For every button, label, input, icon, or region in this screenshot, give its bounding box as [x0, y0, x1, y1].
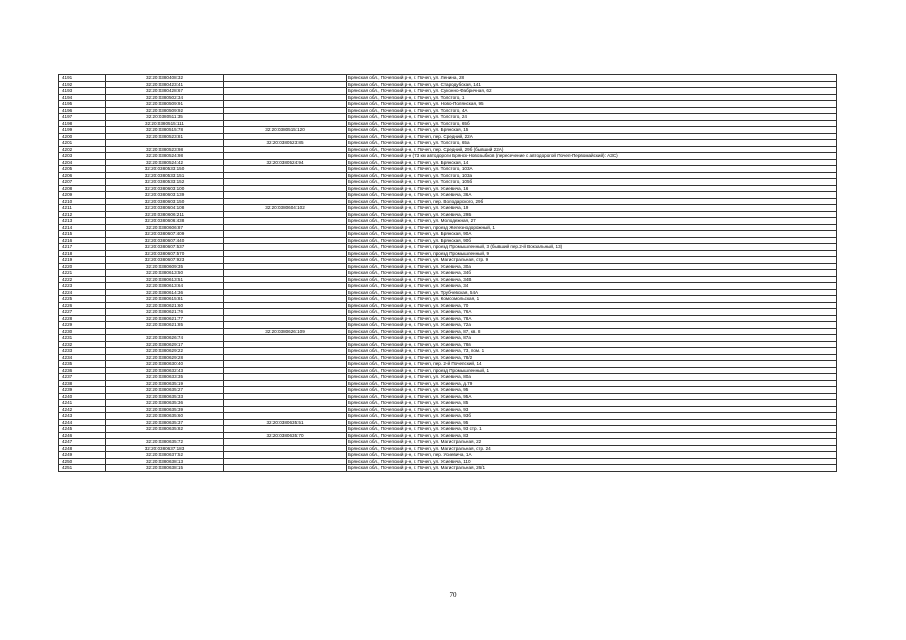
cadastral-number-cell: 32:20:0380606:87 [106, 224, 224, 231]
address-cell: Брянская обл., Почепский р-н, г. Почеп, ул. Магистральная, 22 [347, 439, 837, 446]
previous-number-cell: 32:20:0380626:109 [224, 328, 347, 335]
row-number-cell: 4208 [59, 185, 106, 192]
cadastral-number-cell: 32:20:0380524:98 [106, 153, 224, 160]
row-number-cell: 4201 [59, 140, 106, 147]
row-number-cell: 4200 [59, 133, 106, 140]
row-number-cell: 4251 [59, 465, 106, 472]
cadastral-number-cell: 32:20:0380515:111 [106, 120, 224, 127]
address-cell: Брянская обл., Почепский р-н, г. Почеп, пер. Средний, 22А [347, 133, 837, 140]
table-row [59, 465, 837, 472]
row-number-cell: 4223 [59, 283, 106, 290]
row-number-cell: 4220 [59, 263, 106, 270]
cadastral-number-cell: 32:20:0380606:438 [106, 218, 224, 225]
cadastral-number-cell: 32:20:0380603:139 [106, 192, 224, 199]
row-number-cell: 4233 [59, 348, 106, 355]
address-cell: Брянская обл., Почепский р-н, г. Почеп, проезд Промышленный, 3 (бывший пер.2-й Вокзальный, 13) [347, 244, 837, 251]
address-cell: Брянская обл., Почепский р-н, г. Почеп, ул. Усиевича, 95 [347, 419, 837, 426]
row-number-cell: 4236 [59, 367, 106, 374]
row-number-cell: 4198 [59, 120, 106, 127]
cadastral-number-cell: 32:20:0380638:15 [106, 465, 224, 472]
cadastral-number-cell: 32:20:0380423:41 [106, 81, 224, 88]
address-cell: Брянская обл., Почепский р-н, г. Почеп, ул. Усиевича, 34В [347, 276, 837, 283]
row-number-cell: 4210 [59, 198, 106, 205]
cadastral-number-cell: 32:20:0380635:37 [106, 419, 224, 426]
cadastral-number-cell: 32:20:0380502:34 [106, 94, 224, 101]
row-number-cell: 4239 [59, 387, 106, 394]
cadastral-number-cell: 32:20:0380511:35 [106, 114, 224, 121]
row-number-cell: 4224 [59, 289, 106, 296]
address-cell: Брянская обл., Почепский р-н, г. Почеп, ул. Молодежная, 27 [347, 218, 837, 225]
row-number-cell: 4203 [59, 153, 106, 160]
cadastral-number-cell: 32:20:0380635:36 [106, 400, 224, 407]
row-number-cell: 4231 [59, 335, 106, 342]
address-cell: Брянская обл., Почепский р-н, г. Почеп, ул. Толстого, 24 [347, 114, 837, 121]
cadastral-number-cell: 32:20:0380613:51 [106, 276, 224, 283]
cadastral-number-cell: 32:20:0380638:13 [106, 458, 224, 465]
address-cell: Брянская обл., Почепский р-н, г. Почеп, ул. Усиевича, 73, пом. 1 [347, 348, 837, 355]
address-cell: Брянская обл., Почепский р-н, г. Почеп, ул. Усиевича, 87, кв. 8 [347, 328, 837, 335]
address-cell: Брянская обл., Почепский р-н, г. Почеп, ул. Усиевича, 80а [347, 374, 837, 381]
row-number-cell: 4218 [59, 250, 106, 257]
row-number-cell: 4213 [59, 218, 106, 225]
address-cell: Брянская обл., Почепский р-н, г. Почеп, ул. Усиевича, 78в [347, 341, 837, 348]
row-number-cell: 4245 [59, 426, 106, 433]
cadastral-number-cell: 32:20:0380629:28 [106, 354, 224, 361]
row-number-cell: 4197 [59, 114, 106, 121]
cadastral-number-cell: 32:20:0380408:32 [106, 75, 224, 82]
address-cell: Брянская обл., Почепский р-н, г. Почеп, ул. Комсомольская, 1 [347, 296, 837, 303]
address-cell: Брянская обл., Почепский р-н, г. Почеп, ул. Магистральная, стр. 9 [347, 257, 837, 264]
address-cell: Брянская обл., Почепский р-н, г. Почеп, ул. Усиевича, 110 [347, 458, 837, 465]
row-number-cell: 4214 [59, 224, 106, 231]
row-number-cell: 4195 [59, 101, 106, 108]
address-cell: Брянская обл., Почепский р-н, г. Почеп, ул. Усиевича, д.79 [347, 380, 837, 387]
row-number-cell: 4244 [59, 419, 106, 426]
address-cell: Брянская обл., Почепский р-н, г. Почеп, ул. Брянская, 90А [347, 231, 837, 238]
row-number-cell: 4229 [59, 322, 106, 329]
address-cell: Брянская обл., Почепский р-н, г. Почеп, проезд Железнодорожный, 1 [347, 224, 837, 231]
address-cell: Брянская обл., Почепский р-н, г. Почеп, ул. Усиевича, 72а [347, 322, 837, 329]
page-number: 70 [449, 591, 457, 599]
address-cell: Брянская обл., Почепский р-н, г. Почеп, ул. Усиевича, 70 [347, 302, 837, 309]
address-cell: Брянская обл., Почепский р-н, г. Почеп, ул. Толстого, 1 [347, 94, 837, 101]
row-number-cell: 4192 [59, 81, 106, 88]
cadastral-number-cell: 32:20:0380523:81 [106, 133, 224, 140]
address-cell: Брянская обл., Почепский р-н, г. Почеп, ул. Толстого, 103а [347, 172, 837, 179]
cadastral-number-cell: 32:20:0380533:152 [106, 179, 224, 186]
cadastral-number-cell: 32:20:0380629:22 [106, 348, 224, 355]
row-number-cell: 4215 [59, 231, 106, 238]
address-cell: Брянская обл., Почепский р-н, г. Почеп, ул. Ново-Полянская, 95 [347, 101, 837, 108]
cadastral-number-cell: 32:20:0380607:409 [106, 231, 224, 238]
cadastral-number-cell: 32:20:0380613:64 [106, 283, 224, 290]
previous-number-cell: 32:20:0380604:102 [224, 205, 347, 212]
address-cell: Брянская обл., Почепский р-н, г. Почеп, ул. Трубчевская, 54А [347, 289, 837, 296]
cadastral-number-cell: 32:20:0380635:82 [106, 426, 224, 433]
row-number-cell: 4211 [59, 205, 106, 212]
row-number-cell: 4228 [59, 315, 106, 322]
cadastral-number-cell: 32:20:0380614:36 [106, 289, 224, 296]
address-cell: Брянская обл., Почепский р-н, г. Почеп, ул. Брянская, 90б [347, 237, 837, 244]
cadastral-number-cell: 32:20:0380533:151 [106, 172, 224, 179]
row-number-cell: 4232 [59, 341, 106, 348]
cadastral-number-cell: 32:20:0380604:108 [106, 205, 224, 212]
address-cell: Брянская обл., Почепский р-н, г. Почеп, ул. Брянская, 14 [347, 159, 837, 166]
address-cell: Брянская обл., Почепский р-н, г. Почеп, ул. Толстого, 4А [347, 107, 837, 114]
cadastral-number-cell: 32:20:0380629:17 [106, 341, 224, 348]
cadastral-number-cell: 32:20:0380607:923 [106, 257, 224, 264]
row-number-cell: 4191 [59, 75, 106, 82]
cadastral-number-cell: 32:20:0380515:78 [106, 127, 224, 134]
registry-table [58, 74, 837, 472]
address-cell: Брянская обл., Почепский р-н, г. Почеп, ул. Усиевича, 78/2 [347, 354, 837, 361]
row-number-cell: 4240 [59, 393, 106, 400]
row-number-cell: 4221 [59, 270, 106, 277]
cadastral-number-cell: 32:20:0380509:91 [106, 101, 224, 108]
cadastral-number-cell: 32:20:0380635:60 [106, 413, 224, 420]
row-number-cell: 4247 [59, 439, 106, 446]
row-number-cell: 4205 [59, 166, 106, 173]
address-cell: Брянская обл., Почепский р-н, г. Почеп, пер. 2-й Почепский, 14 [347, 361, 837, 368]
address-cell: Брянская обл., Почепский р-н, г. Почеп, пер. Средний, 29б (бывший 22А) [347, 146, 837, 153]
cadastral-number-cell: 32:20:0380621:60 [106, 302, 224, 309]
row-number-cell: 4234 [59, 354, 106, 361]
row-number-cell: 4202 [59, 146, 106, 153]
address-cell: Брянская обл., Почепский р-н, г. Почеп, ул. Усиевича, 34 [347, 283, 837, 290]
row-number-cell: 4248 [59, 445, 106, 452]
cadastral-number-cell: 32:20:0380635:19 [106, 380, 224, 387]
address-cell: Брянская обл., Почепский р-н, г. Почеп, ул. Усиевича, 93 стр. 1 [347, 426, 837, 433]
address-cell: Брянская обл., Почепский р-н, г. Почеп, ул. Стародубская, 141 [347, 81, 837, 88]
row-number-cell: 4235 [59, 361, 106, 368]
row-number-cell: 4222 [59, 276, 106, 283]
address-cell: Брянская обл., Почепский р-н, г. Почеп, ул. Брянская, 15 [347, 127, 837, 134]
row-number-cell: 4225 [59, 296, 106, 303]
row-number-cell: 4207 [59, 179, 106, 186]
row-number-cell: 4250 [59, 458, 106, 465]
address-cell: Брянская обл., Почепский р-н, г. Почеп, ул. Усиевича, 78А [347, 315, 837, 322]
cadastral-number-cell: 32:20:0380632:43 [106, 367, 224, 374]
cadastral-number-cell: 32:20:0380621:76 [106, 309, 224, 316]
address-cell: Брянская обл., Почепский р-н, г. Почеп, ул. Усиевича, 93 [347, 406, 837, 413]
previous-number-cell [224, 465, 347, 472]
row-number-cell: 4237 [59, 374, 106, 381]
previous-number-cell: 32:20:0380524:94 [224, 159, 347, 166]
previous-number-cell: 32:20:0380635:51 [224, 419, 347, 426]
address-cell: Брянская обл., Почепский р-н, г. Почеп, ул. Усиевича, 34б [347, 270, 837, 277]
address-cell: Брянская обл., Почепский р-н, г. Почеп, ул. Усиевича, 93б [347, 413, 837, 420]
row-number-cell: 4212 [59, 211, 106, 218]
cadastral-number-cell: 32:20:0380630:40 [106, 361, 224, 368]
address-cell: Брянская обл., Почепский р-н, г. Почеп, ул. Усиевича, 87а [347, 335, 837, 342]
row-number-cell: 4206 [59, 172, 106, 179]
cadastral-number-cell: 32:20:0380635:72 [106, 439, 224, 446]
address-cell: Брянская обл., Почепский р-н, г. Почеп, ул. Усиевича, 95А [347, 393, 837, 400]
previous-number-cell: 32:20:0380635:70 [224, 432, 347, 439]
previous-number-cell: 32:20:0380523:85 [224, 140, 347, 147]
row-number-cell: 4193 [59, 88, 106, 95]
address-cell: Брянская обл., Почепский р-н, г. Почеп, проезд Промышленный, 1 [347, 367, 837, 374]
cadastral-number-cell: 32:20:0380621:85 [106, 322, 224, 329]
row-number-cell: 4199 [59, 127, 106, 134]
address-cell: Брянская обл., Почепский р-н, г. Почеп, ул. Толстого, 65б [347, 120, 837, 127]
cadastral-number-cell: 32:20:0380635:27 [106, 387, 224, 394]
cadastral-number-cell: 32:20:0380626:74 [106, 335, 224, 342]
table-body [59, 75, 837, 472]
address-cell: Брянская обл., Почепский р-н, г. Почеп, ул. Усиевича, 29Б [347, 211, 837, 218]
row-number-cell: 4196 [59, 107, 106, 114]
address-cell: Брянская обл., Почепский р-н, г. Почеп, ул. Магистральная, 26/1 [347, 465, 837, 472]
row-number-cell: 4242 [59, 406, 106, 413]
cadastral-number-cell: 32:20:0380615:81 [106, 296, 224, 303]
address-cell: Брянская обл., Почепский р-н, г. Почеп, ул. Усиевича, 36А [347, 192, 837, 199]
row-number-cell: 4194 [59, 94, 106, 101]
address-cell: Брянская обл., Почепский р-н, г. Почеп, ул. Усиевича, 30а [347, 263, 837, 270]
cadastral-number-cell: 32:20:0380635:39 [106, 406, 224, 413]
address-cell: Брянская обл., Почепский р-н, г. Почеп, ул. Усиевича, 16 [347, 185, 837, 192]
address-cell: Брянская обл., Почепский р-н, г. Почеп, ул. Ленина, 28 [347, 75, 837, 82]
cadastral-number-cell: 32:20:0380637:52 [106, 452, 224, 459]
cadastral-number-cell: 32:20:0380533:150 [106, 166, 224, 173]
cadastral-number-cell: 32:20:0380613:50 [106, 270, 224, 277]
address-cell: Брянская обл., Почепский р-н, г. Почеп, ул. Усиевича, 83 [347, 432, 837, 439]
previous-number-cell: 32:20:0380515:120 [224, 127, 347, 134]
row-number-cell: 4243 [59, 413, 106, 420]
row-number-cell: 4249 [59, 452, 106, 459]
row-number-cell: 4226 [59, 302, 106, 309]
row-number-cell: 4217 [59, 244, 106, 251]
cadastral-number-cell: 32:20:0380607:570 [106, 250, 224, 257]
address-cell: Брянская обл., Почепский р-н, г. Почеп, ул. Суконно-Фабричная, 62 [347, 88, 837, 95]
address-cell: Брянская обл., Почепский р-н, г. Почеп, ул. Усиевича, 76А [347, 309, 837, 316]
row-number-cell: 4238 [59, 380, 106, 387]
address-cell: Брянская обл., Почепский р-н, г. Почеп, пер. Усиевича, 1А [347, 452, 837, 459]
row-number-cell: 4230 [59, 328, 106, 335]
address-cell: Брянская обл., Почепский р-н, г. Почеп, ул. Толстого, 105б [347, 179, 837, 186]
address-cell: Брянская обл., Почепский р-н, г. Почеп, ул. Толстого, 65а [347, 140, 837, 147]
address-cell: Брянская обл., Почепский р-н, г. Почеп, ул. Усиевича, 19 [347, 205, 837, 212]
row-number-cell: 4246 [59, 432, 106, 439]
address-cell: Брянская обл., Почепский р-н (73 км автодороги Брянск-Новозыбков (пересечение с автодорогой Почеп-Первомайский): АЗС) [347, 153, 837, 160]
row-number-cell: 4204 [59, 159, 106, 166]
cadastral-number-cell: 32:20:0380509:92 [106, 107, 224, 114]
cadastral-number-cell: 32:20:0380609:35 [106, 263, 224, 270]
cadastral-number-cell: 32:20:0380635:33 [106, 393, 224, 400]
address-cell: Брянская обл., Почепский р-н, г. Почеп, проезд Промышленный, 9 [347, 250, 837, 257]
address-cell: Брянская обл., Почепский р-н, г. Почеп, пер. Володарского, 29б [347, 198, 837, 205]
address-cell: Брянская обл., Почепский р-н, г. Почеп, ул. Толстого, 103А [347, 166, 837, 173]
cadastral-number-cell: 32:20:0380606:211 [106, 211, 224, 218]
cadastral-number-cell: 32:20:0380523:98 [106, 146, 224, 153]
cadastral-number-cell: 32:20:0380603:100 [106, 185, 224, 192]
row-number-cell: 4227 [59, 309, 106, 316]
row-number-cell: 4216 [59, 237, 106, 244]
address-cell: Брянская обл., Почепский р-н, г. Почеп, ул. Магистральная, стр. 24 [347, 445, 837, 452]
cadastral-number-cell: 32:20:0380607:440 [106, 237, 224, 244]
cadastral-number-cell: 32:20:0380524:42 [106, 159, 224, 166]
address-cell: Брянская обл., Почепский р-н, г. Почеп, ул. Усиевича, 85 [347, 400, 837, 407]
address-cell: Брянская обл., Почепский р-н, г. Почеп, ул. Усиевича, 95 [347, 387, 837, 394]
cadastral-number-cell: 32:20:0380607:537 [106, 244, 224, 251]
cadastral-number-cell: 32:20:0380428:67 [106, 88, 224, 95]
cadastral-number-cell: 32:20:0380621:77 [106, 315, 224, 322]
cadastral-number-cell: 32:20:0380603:150 [106, 198, 224, 205]
row-number-cell: 4241 [59, 400, 106, 407]
cadastral-number-cell: 32:20:0380633:35 [106, 374, 224, 381]
row-number-cell: 4219 [59, 257, 106, 264]
row-number-cell: 4209 [59, 192, 106, 199]
cadastral-number-cell: 32:20:0380637:183 [106, 445, 224, 452]
